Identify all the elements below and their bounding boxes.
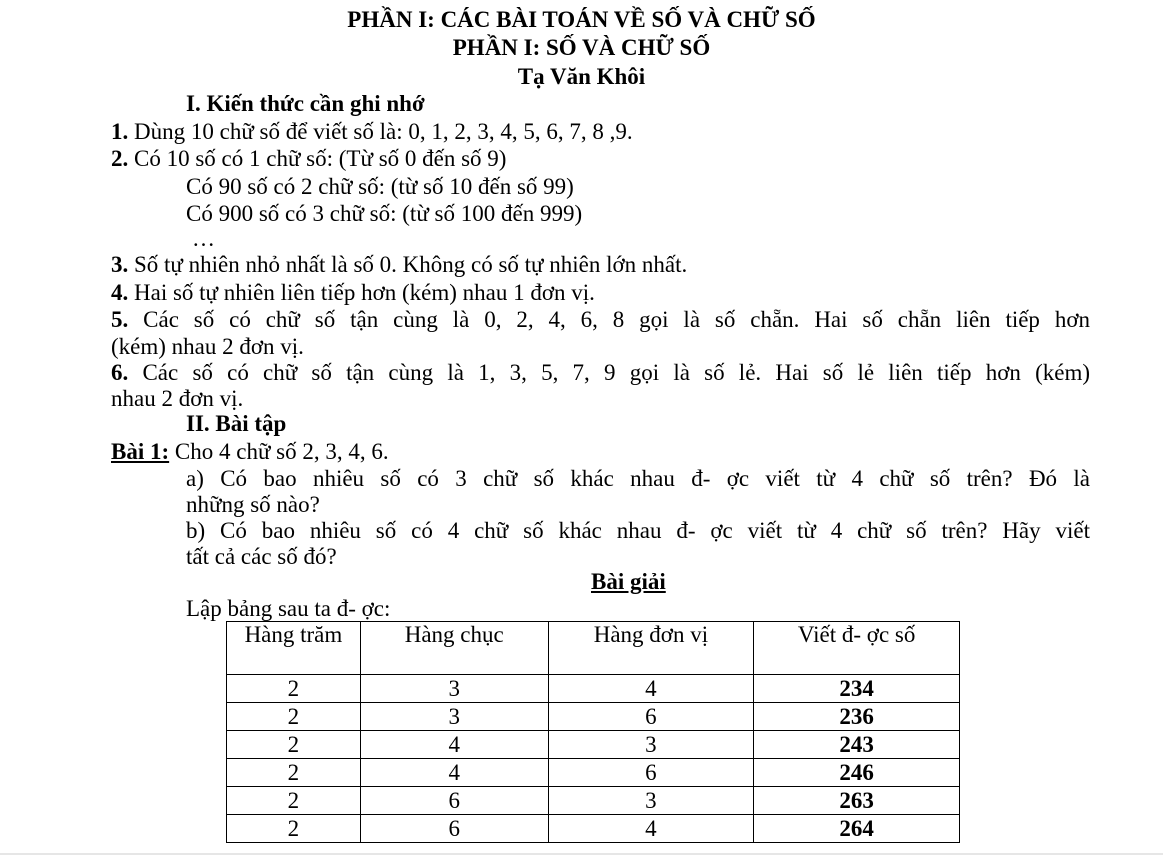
item-text: Các số có chữ số tận cùng là 0, 2, 4, 6, 8 gọi là số chẵn. Hai số chẵn liên tiếp hơn <box>128 307 1090 332</box>
item-number: 2. <box>111 146 129 171</box>
knowledge-item-6-line-2: nhau 2 đơn vị. <box>111 386 244 411</box>
bai-1 <box>111 439 389 465</box>
solution-heading: Bài giải <box>591 569 666 594</box>
bai-1-text: Cho 4 chữ số 2, 3, 4, 6. <box>169 439 389 464</box>
header-number: Viết đ- ợc số <box>754 622 960 675</box>
knowledge-item-2 <box>111 146 506 172</box>
cell-hundreds: 2 <box>227 815 361 843</box>
cell-tens: 6 <box>360 787 548 815</box>
table-row <box>227 703 960 731</box>
cell-number: 264 <box>754 815 960 843</box>
question-a-line-2: những số nào? <box>186 492 320 517</box>
item-text: Có 10 số có 1 chữ số: (Từ số 0 đến số 9) <box>128 146 507 171</box>
knowledge-item-2-line-3: Có 900 số có 3 chữ số: (từ số 100 đến 999) <box>186 201 583 226</box>
sub-title: PHẦN I: SỐ VÀ CHỮ SỐ <box>452 35 711 60</box>
table-header-row <box>227 622 960 675</box>
cell-tens: 4 <box>360 731 548 759</box>
item-number: 1. <box>111 119 129 144</box>
header-units: Hàng đơn vị <box>548 622 754 675</box>
cell-hundreds: 2 <box>227 731 361 759</box>
item-number: 6. <box>111 360 129 385</box>
table-row <box>227 815 960 843</box>
cell-number: 246 <box>754 759 960 787</box>
knowledge-item-1 <box>111 119 633 145</box>
header-tens: Hàng chục <box>360 622 548 675</box>
question-b-line-2: tất cả các số đó? <box>186 544 337 569</box>
cell-units: 4 <box>548 815 754 843</box>
item-text: Các số có chữ số tận cùng là 1, 3, 5, 7, 9 gọi là số lẻ. Hai số lẻ liên tiếp hơn (kém) <box>128 360 1090 385</box>
exercises-heading: II. Bài tập <box>186 411 287 436</box>
table-row <box>227 675 960 703</box>
item-number: 5. <box>111 307 129 332</box>
knowledge-item-5 <box>111 307 1090 333</box>
knowledge-heading: I. Kiến thức cần ghi nhớ <box>186 91 425 116</box>
bai-1-label: Bài 1: <box>111 439 170 464</box>
knowledge-item-4 <box>111 280 595 306</box>
cell-units: 6 <box>548 759 754 787</box>
part-title: PHẦN I: CÁC BÀI TOÁN VỀ SỐ VÀ CHỮ SỐ <box>347 7 816 32</box>
cell-tens: 3 <box>360 675 548 703</box>
header-hundreds: Hàng trăm <box>227 622 361 675</box>
item-number: 3. <box>111 252 129 277</box>
item-text: Dùng 10 chữ số để viết số là: 0, 1, 2, 3, 4, 5, 6, 7, 8 ,9. <box>128 119 633 144</box>
cell-number: 243 <box>754 731 960 759</box>
table-row <box>227 731 960 759</box>
question-b-line-1: b) Có bao nhiêu số có 4 chữ số khác nhau đ- ợc viết từ 4 chữ số trên? Hãy viết <box>186 518 1090 543</box>
cell-tens: 3 <box>360 703 548 731</box>
cell-units: 6 <box>548 703 754 731</box>
solution-intro: Lập bảng sau ta đ- ợc: <box>186 596 391 621</box>
item-text: Hai số tự nhiên liên tiếp hơn (kém) nhau 1 đơn vị. <box>128 280 595 305</box>
author: Tạ Văn Khôi <box>517 64 646 89</box>
cell-hundreds: 2 <box>227 759 361 787</box>
item-text: Số tự nhiên nhỏ nhất là số 0. Không có số tự nhiên lớn nhất. <box>128 252 688 277</box>
knowledge-item-3 <box>111 252 687 278</box>
cell-number: 234 <box>754 675 960 703</box>
solution-table <box>226 621 960 843</box>
cell-number: 263 <box>754 787 960 815</box>
cell-hundreds: 2 <box>227 787 361 815</box>
table-row <box>227 759 960 787</box>
table-row <box>227 787 960 815</box>
question-a-line-1: a) Có bao nhiêu số có 3 chữ số khác nhau đ- ợc viết từ 4 chữ số trên? Đó là <box>186 466 1090 491</box>
knowledge-item-6 <box>111 360 1090 386</box>
cell-hundreds: 2 <box>227 703 361 731</box>
cell-units: 4 <box>548 675 754 703</box>
page-bottom-border <box>0 853 1163 855</box>
cell-tens: 6 <box>360 815 548 843</box>
knowledge-item-5-line-2: (kém) nhau 2 đơn vị. <box>111 334 304 359</box>
cell-units: 3 <box>548 787 754 815</box>
cell-number: 236 <box>754 703 960 731</box>
cell-hundreds: 2 <box>227 675 361 703</box>
cell-units: 3 <box>548 731 754 759</box>
knowledge-item-2-line-2: Có 90 số có 2 chữ số: (từ số 10 đến số 99) <box>186 174 574 199</box>
cell-tens: 4 <box>360 759 548 787</box>
item-number: 4. <box>111 280 129 305</box>
knowledge-item-2-ellipsis: … <box>192 226 215 251</box>
